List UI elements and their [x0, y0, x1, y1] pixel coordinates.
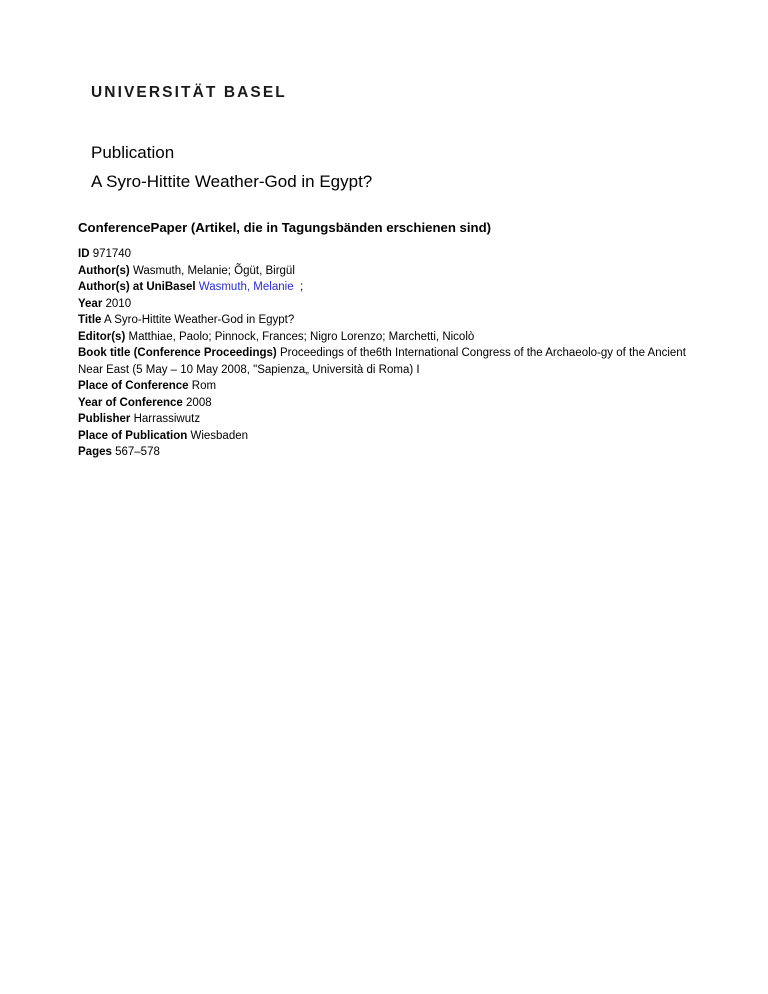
field-publisher: [78, 411, 694, 428]
field-label: Editor(s): [78, 330, 126, 343]
field-label: Place of Publication: [78, 429, 188, 442]
field-value: Proceedings of the6th International Congress of the Archaeolo-gy of the Ancient Near East (5 May – 10 May 2008, "Sapienza„ Università di Roma) I: [78, 347, 686, 376]
field-value: A Syro-Hittite Weather-God in Egypt?: [104, 314, 295, 326]
field-year: [78, 296, 694, 313]
field-year-of-conference: [78, 395, 694, 412]
field-value: Rom: [191, 380, 217, 392]
field-label: Year: [78, 297, 103, 310]
publication-fields: [78, 246, 694, 461]
field-book-title: [78, 345, 694, 378]
field-label: Year of Conference: [78, 396, 183, 409]
field-place-of-conference: [78, 378, 694, 395]
field-value: Wasmuth, Melanie; Õgüt, Birgül: [132, 264, 295, 277]
author-link[interactable]: Wasmuth, Melanie: [198, 281, 294, 293]
field-value: 567–578: [115, 446, 160, 458]
field-value: 2010: [105, 297, 132, 310]
field-value: 2008: [186, 396, 212, 409]
publication-type-heading: ConferencePaper (Artikel, die in Tagungsbänden erschienen sind): [78, 220, 492, 235]
field-pages: [78, 444, 694, 461]
field-editors: [78, 329, 694, 346]
field-label: Author(s) at UniBasel: [78, 281, 196, 293]
field-label: Publisher: [78, 413, 131, 425]
field-label: Author(s): [78, 264, 130, 277]
field-value-suffix: ;: [299, 281, 304, 293]
field-title: [78, 312, 694, 329]
page-title: A Syro-Hittite Weather-God in Egypt?: [91, 172, 373, 191]
field-value: 971740: [92, 248, 132, 260]
field-id: [78, 246, 694, 263]
field-value: Harrassiwutz: [133, 413, 201, 425]
field-value: Matthiae, Paolo; Pinnock, Frances; Nigro Lorenzo; Marchetti, Nicolò: [128, 330, 475, 343]
field-authors-unibasel: [78, 279, 694, 296]
section-label: Publication: [91, 143, 175, 162]
field-place-of-publication: [78, 428, 694, 445]
field-label: Pages: [78, 446, 112, 458]
field-label: ID: [78, 248, 90, 260]
field-label: Place of Conference: [78, 380, 189, 392]
field-label: Title: [78, 314, 102, 326]
university-logo: UNIVERSITÄT BASEL: [91, 84, 287, 101]
field-authors: [78, 263, 694, 280]
field-label: Book title (Conference Proceedings): [78, 347, 277, 359]
field-value: Wiesbaden: [190, 429, 249, 442]
